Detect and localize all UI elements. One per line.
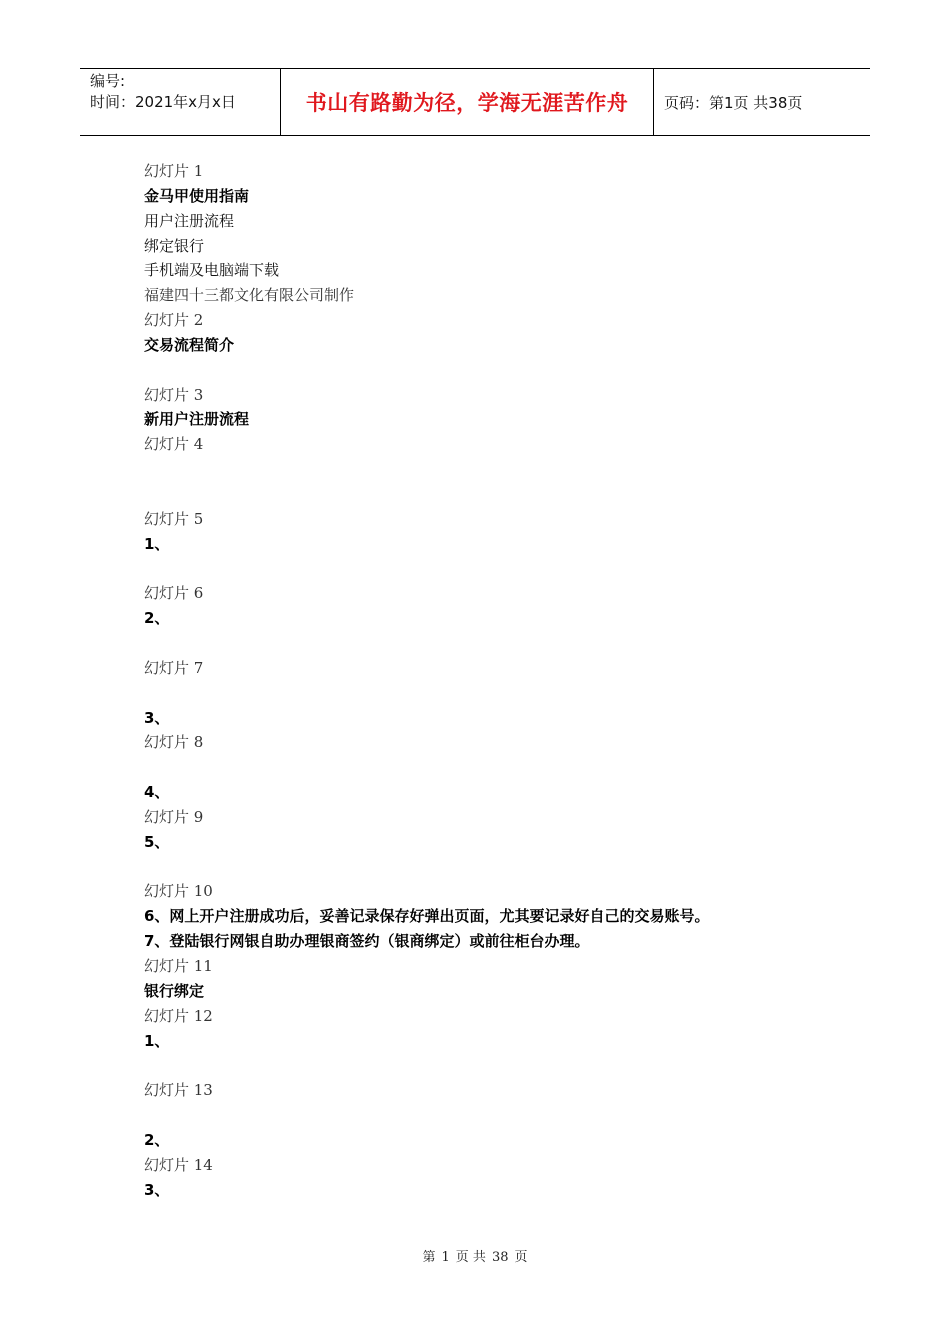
slide-label: 幻灯片 14 <box>144 1155 213 1174</box>
footer-prefix: 第 <box>422 1250 436 1265</box>
header-meta <box>80 69 281 135</box>
text-line: 7、登陆银行网银自助办理银商签约（银商绑定）或前往柜台办理。 <box>144 932 590 951</box>
slide-label: 幻灯片 7 <box>144 658 204 677</box>
blank-line <box>144 681 844 706</box>
slide-label: 幻灯片 5 <box>144 509 204 528</box>
text-line: 2、 <box>144 609 170 628</box>
blank-line <box>144 855 844 880</box>
text-line: 绑定银行 <box>144 236 205 255</box>
text-line: 3、 <box>144 1180 170 1199</box>
blank-line <box>144 358 844 383</box>
blank-line <box>144 1103 844 1128</box>
text-line: 1、 <box>144 534 170 553</box>
text-line: 新用户注册流程 <box>144 410 250 429</box>
slide-label: 福建四十三都文化有限公司制作 <box>144 286 355 305</box>
text-line: 4、 <box>144 783 170 802</box>
blank-line <box>144 457 844 482</box>
blank-line <box>144 1053 844 1078</box>
text-line: 5、 <box>144 832 170 851</box>
page-footer <box>0 1246 950 1265</box>
slide-label: 幻灯片 11 <box>144 957 213 975</box>
slide-label: 幻灯片 10 <box>144 882 213 901</box>
text-line: 2、 <box>144 1130 170 1149</box>
slide-label: 幻灯片 4 <box>144 435 204 454</box>
text-line: 金马甲使用指南 <box>144 186 250 205</box>
header-motto: 书山有路勤为径，学海无涯苦作舟 <box>281 69 654 135</box>
text-line: 交易流程简介 <box>144 335 235 354</box>
document-number-label: 编号: <box>90 72 126 90</box>
footer-total-pages: 38 <box>491 1250 509 1265</box>
blank-line <box>144 631 844 656</box>
text-line: 1、 <box>144 1031 170 1050</box>
text-line: 银行绑定 <box>144 981 205 1000</box>
slide-label: 幻灯片 13 <box>144 1081 213 1100</box>
slide-label: 幻灯片 2 <box>144 311 204 330</box>
page-header <box>80 68 870 136</box>
slide-label: 幻灯片 3 <box>144 385 204 404</box>
slide-label: 幻灯片 9 <box>144 807 204 826</box>
text-line: 用户注册流程 <box>144 211 235 230</box>
slide-label: 幻灯片 1 <box>144 162 204 180</box>
slide-label: 幻灯片 6 <box>144 584 204 603</box>
blank-line <box>144 482 844 507</box>
document-date-label: 时间：2021年x月x日 <box>90 93 236 111</box>
document-body <box>144 159 844 1202</box>
text-line: 6、网上开户注册成功后，妥善记录保存好弹出页面，尤其要记录好自己的交易账号。 <box>144 907 710 926</box>
footer-suffix: 页 <box>514 1250 528 1265</box>
text-line: 3、 <box>144 708 170 727</box>
blank-line <box>144 755 844 780</box>
footer-current-page: 1 <box>441 1250 450 1265</box>
slide-label: 幻灯片 12 <box>144 1006 213 1025</box>
text-line: 手机端及电脑端下载 <box>144 261 280 280</box>
slide-label: 幻灯片 8 <box>144 733 204 752</box>
blank-line <box>144 557 844 582</box>
header-page-info: 页码：第1页 共38页 <box>664 93 803 112</box>
footer-mid: 页 共 <box>455 1250 486 1265</box>
